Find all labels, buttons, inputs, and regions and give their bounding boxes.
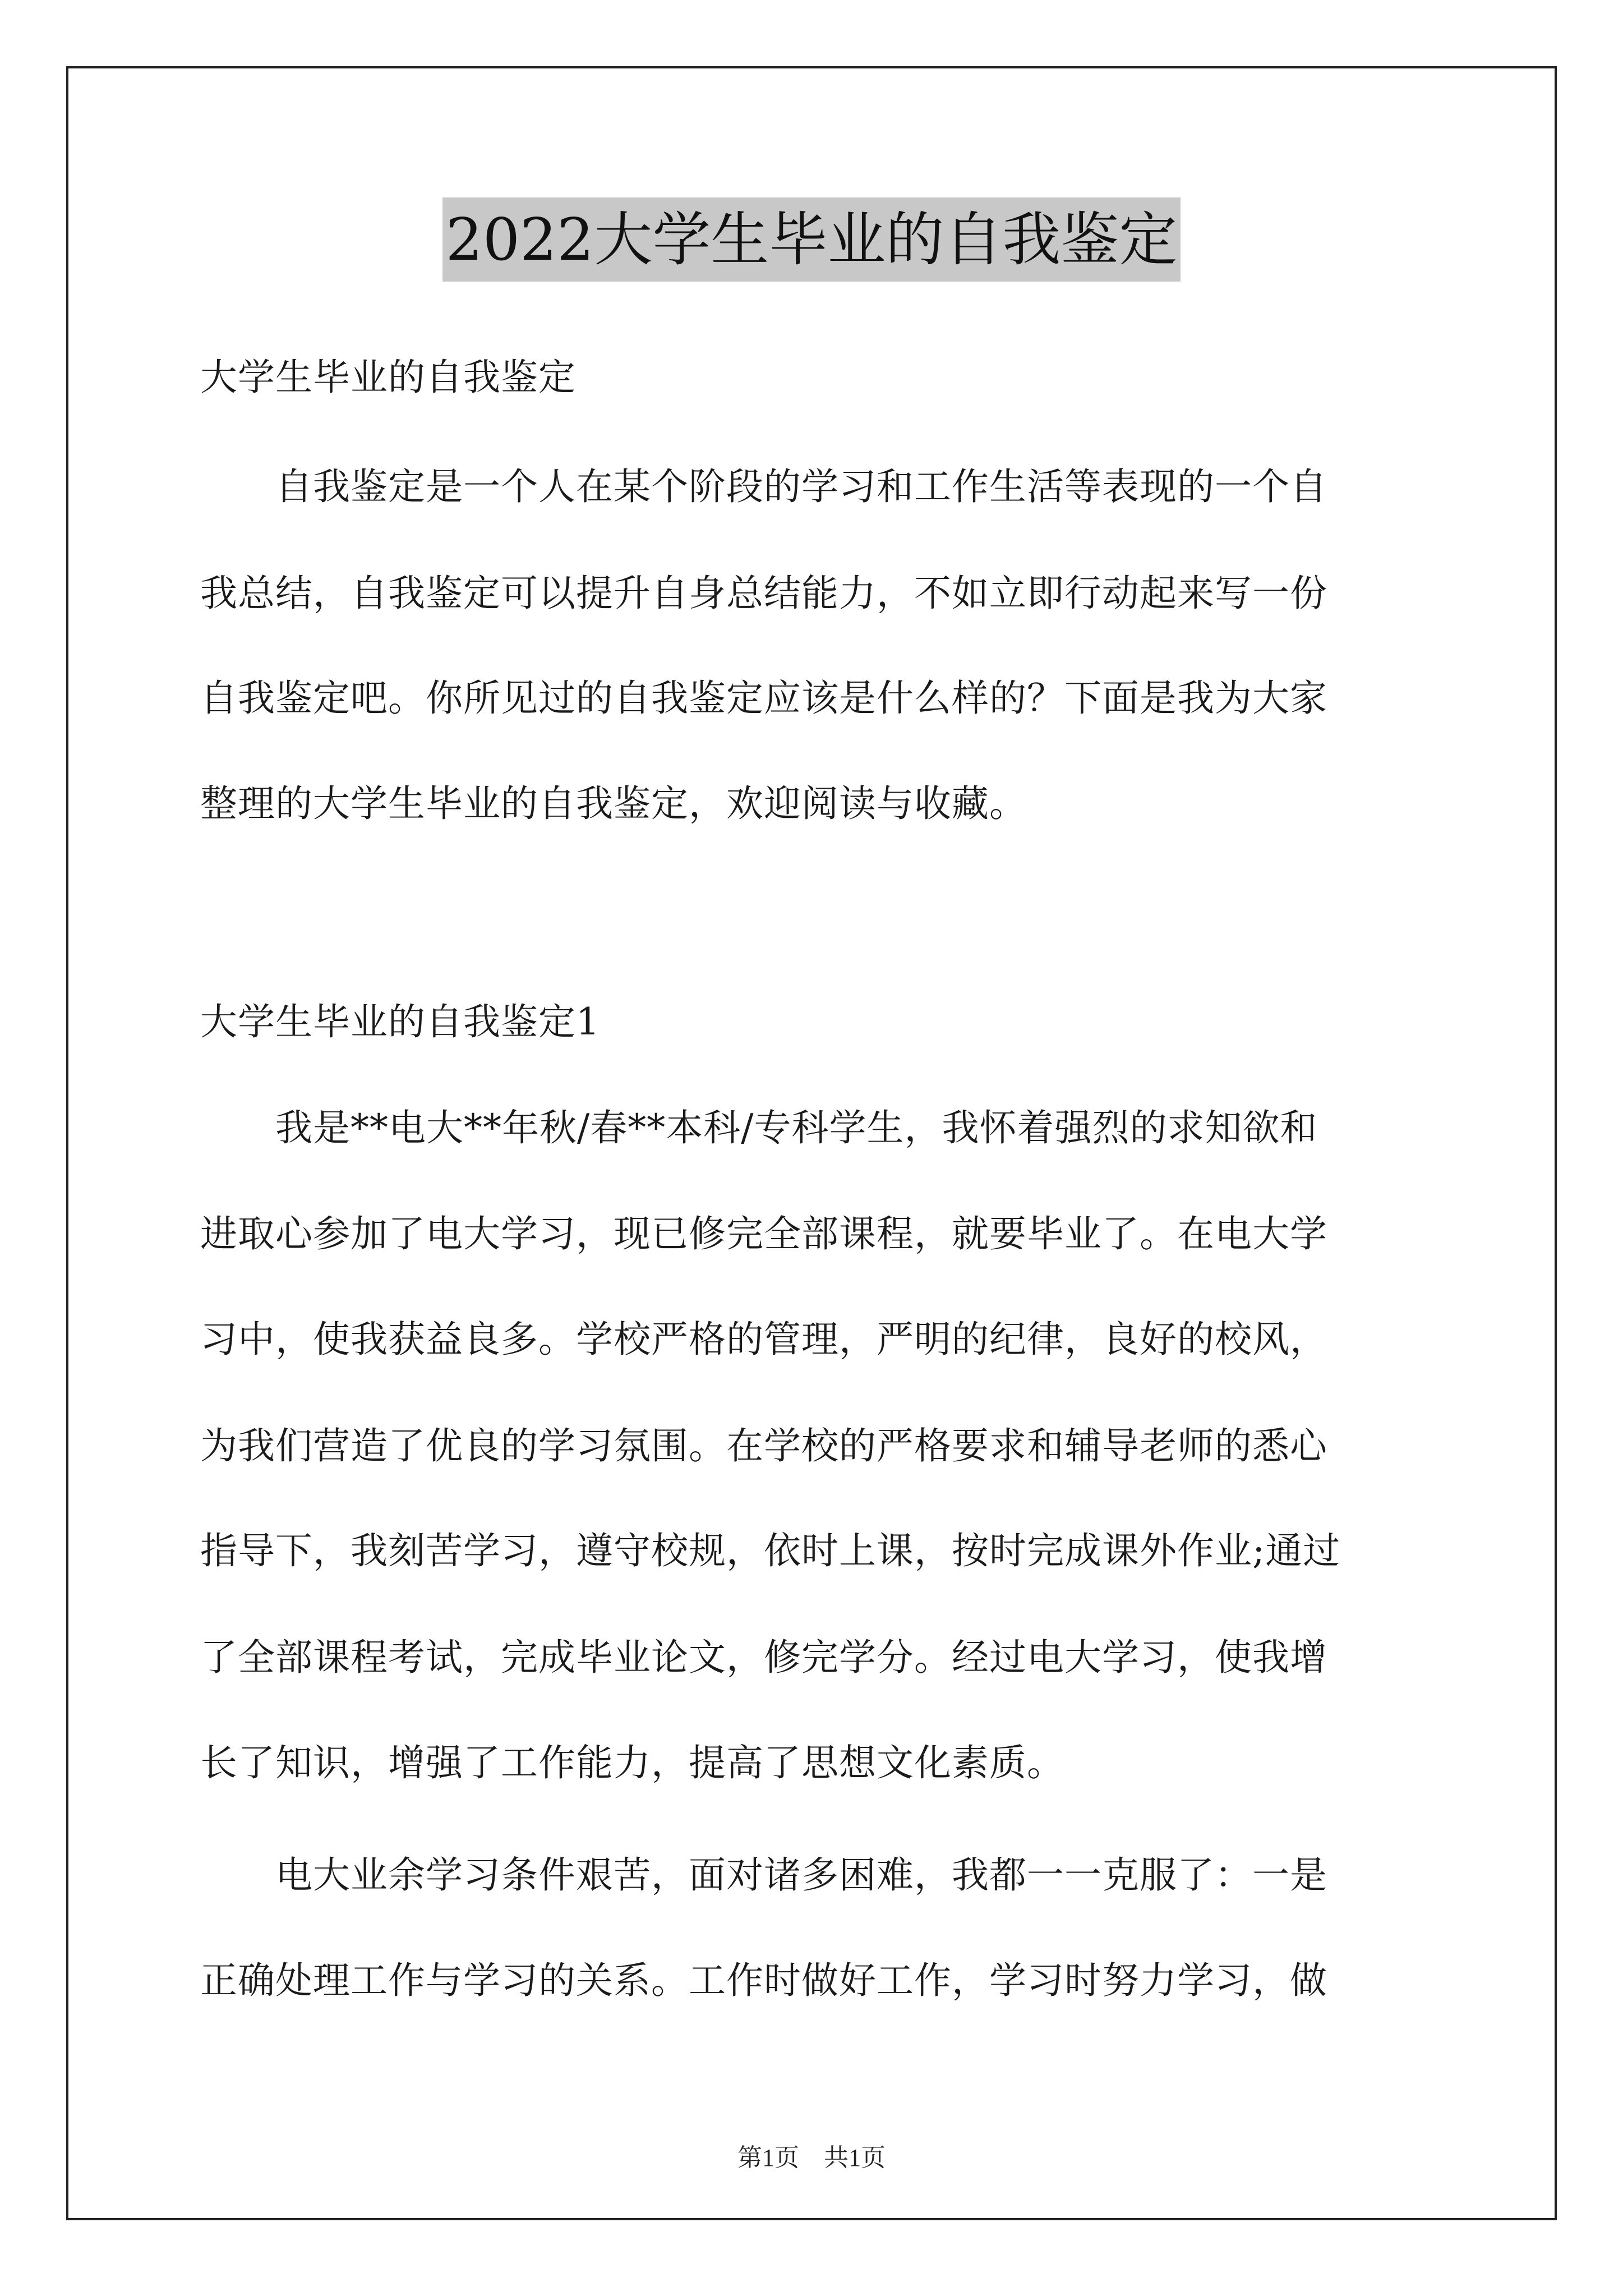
section-line: 习中，使我获益良多。学校严格的管理，严明的纪律，良好的校风， [200,1318,1327,1361]
subtitle: 大学生毕业的自我鉴定 [200,356,576,399]
section-line: 我是**电大**年秋/春**本科/专科学生，我怀着强烈的求知欲和 [200,1106,1318,1149]
section-line: 为我们营造了优良的学习氛围。在学校的严格要求和辅导老师的悉心 [200,1424,1327,1467]
section-line: 指导下，我刻苦学习，遵守校规，依时上课，按时完成课外作业;通过 [200,1529,1341,1572]
intro-line: 自我鉴定是一个人在某个阶段的学习和工作生活等表现的一个自 [200,465,1327,508]
section-line: 电大业余学习条件艰苦，面对诸多困难，我都一一克服了：一是 [200,1853,1327,1897]
intro-line: 整理的大学生毕业的自我鉴定，欢迎阅读与收藏。 [200,782,1027,825]
document-title-text: 2022大学生毕业的自我鉴定 [442,197,1181,282]
document-title [0,205,1623,274]
section-line: 正确处理工作与学习的关系。工作时做好工作，学习时努力学习，做 [200,1959,1327,2002]
intro-line: 自我鉴定吧。你所见过的自我鉴定应该是什么样的？下面是我为大家 [200,677,1327,720]
section-heading: 大学生毕业的自我鉴定1 [200,1000,600,1043]
intro-line: 我总结，自我鉴定可以提升自身总结能力，不如立即行动起来写一份 [200,572,1327,615]
section-line: 长了知识，增强了工作能力，提高了思想文化素质。 [200,1741,1064,1784]
page-number-footer: 第1页 共1页 [737,2144,886,2171]
section-line: 进取心参加了电大学习，现已修完全部课程，就要毕业了。在电大学 [200,1212,1327,1255]
section-line: 了全部课程考试，完成毕业论文，修完学分。经过电大学习，使我增 [200,1636,1327,1679]
